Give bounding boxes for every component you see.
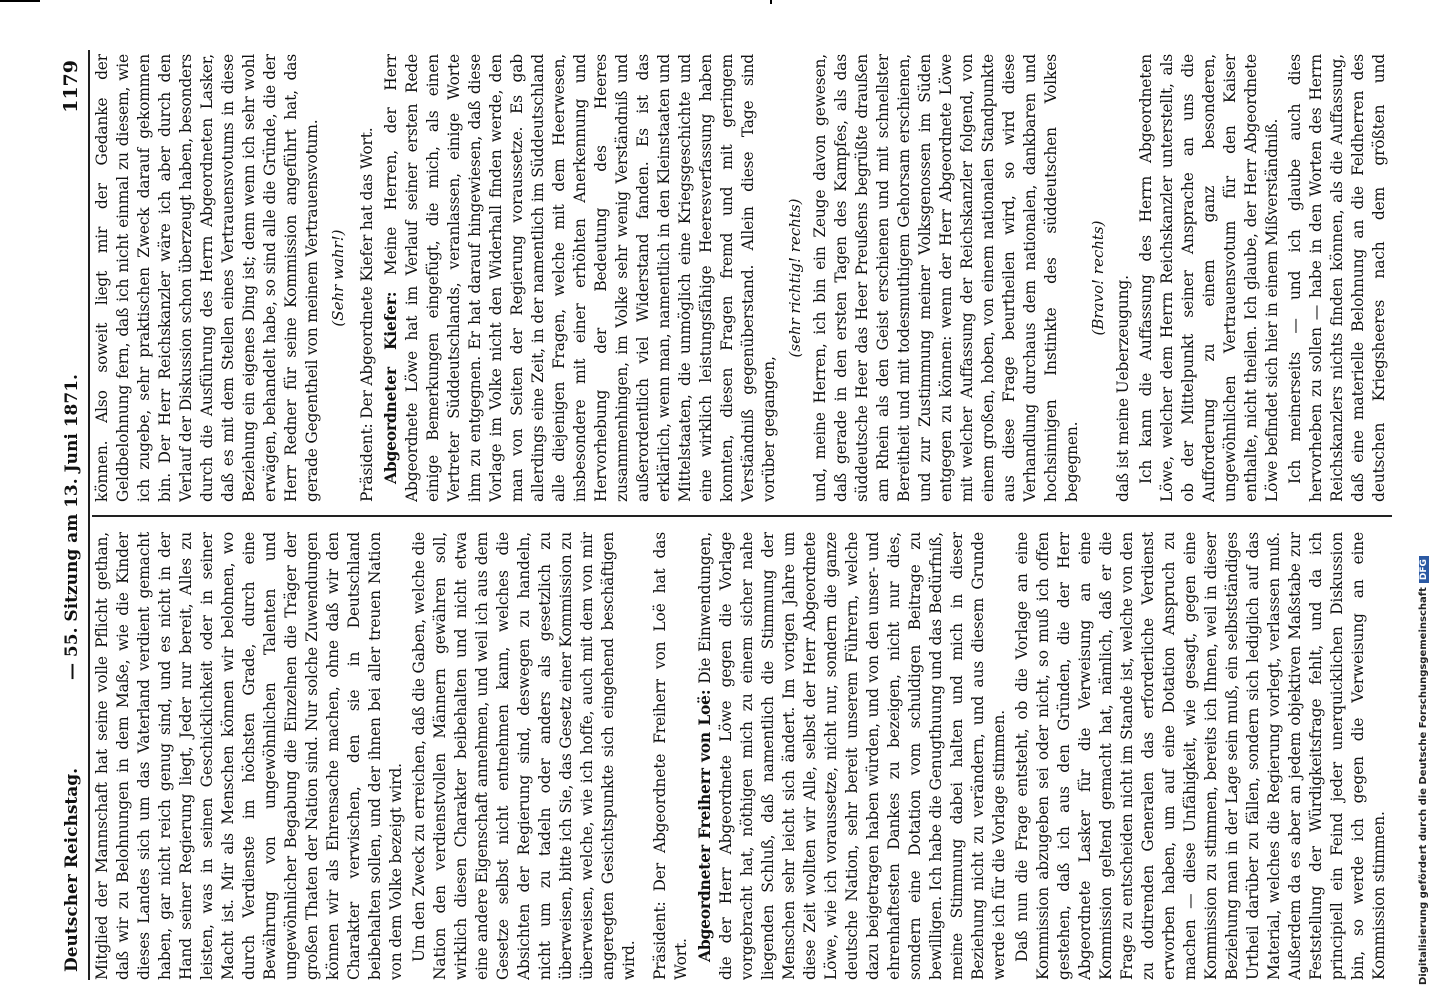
digitization-credit: [1418, 556, 1429, 985]
paragraph: können. Also soweit liegt mir der Gedanke der Geldbelohnung fern, daß ich nicht einmal zu diesem, wie ich zugebe, sehr praktischen Zweck darauf gekommen bin. Der Herr Reichskanzler wäre ich aber durch den Verlauf der Diskussion schon überzeugt haben, besonders durch die Ausführung des Herrn Abgeordneten Lasker, daß es mit dem Stellen eines Vertrauensvotums in diese Beziehung ein eigenes Ding ist; denn wenn ich sehr wohl erwägen, behandelt habe, so sind alle die Gründe, die der Herr Redner für seine Kommission angeführt hat, das gerade Gegentheil von meinem Vertrauensvotum.: [93, 54, 321, 502]
president-remark: Präsident: Der Abgeordnete Freiherr von Loë hat das Wort.: [651, 532, 690, 980]
speech-paragraph: [694, 532, 1010, 980]
paragraph: Mitglied der Mannschaft hat seine volle Pflicht gethan, daß wir zu Belohnungen in dem Maße, wie die Kinder dieses Landes sich um das Vaterland verdient gemacht haben, gar nicht reich genug sind, und es nicht in der Hand seiner Regierung liegt, Jeder nur bereit, Alles zu leisten, was in seinen Geschicklichkeit oder in seiner Macht ist. Mir als Menschen können wir belohnen, wo durch Verdienste im höchsten Grade, durch eine Bewährung von ungewöhnlichen Talenten und ungewöhnlicher Begabung die Einzelnen die Träger der großen Thaten der Nation sind. Nur solche Zuwendungen können wir als Ehrensache machen, ohne daß wir den Charakter verwischen, den sie in Deutschland beibehalten sollen, und der ihnen bei aller treuen Nation von dem Volke bezeigt wird.: [93, 532, 405, 980]
paragraph: Um den Zweck zu erreichen, daß die Gaben, welche die Nation den verdienstvollen Männern gewähren soll, wirklich diesen Charakter beibehalten und nicht etwa eine andere Eigenschaft annehmen, und weil ich aus dem Gesetze selbst nicht entnehmen kann, welches die Absichten der Regierung sind, deswegen zu handeln, nicht um zu tadeln oder anders als gesetzlich zu überweisen, bitte ich Sie, das Gesetz einer Kommission zu überweisen, welche, wie ich hoffe, auch mit dem von mir angeregten Gesichtspunkte sich eingehend beschäftigen wird.: [410, 532, 638, 980]
applause-note: (Bravo! rechts): [1089, 220, 1107, 336]
speech-text: Meine Herren, der Herr Abgeordnete Löwe hat im Verlauf seiner ersten Rede einige Bemerkungen eingefügt, die mich, als einen Vertreter Süddeutschlands, veranlassen, einige Worte ihm zu entgegnen. Er hat darauf hingewiesen, daß diese Vorlage im Volke nicht den Widerhall finden werde, den man von Seiten der Regierung voraussetze. Es gab allerdings eine Zeit, in der namentlich im Süddeutschland alle diejenigen Fragen, welche mit dem Heerwesen, insbesondere mit einer erhöhten Anerkennung und Hervorhebung der Bedeutung des Heeres zusammenhingen, im Volke sehr wenig Verständniß und außerordentlich viel Widerstand fanden. Es ist das erklärlich, wenn man, namentlich in den Kleinstaaten und Mittelstaaten, die unmöglich eine Kriegsgeschichte und eine wirklich leistungsfähige Heeresverfassung haben konnten, diesen Fragen fremd und mit geringem Verständniß gegenüberstand. Allein diese Tage sind vorüber gegangen,: [382, 54, 778, 502]
dfg-logo: DFG: [1419, 556, 1429, 583]
speaker-name: Abgeordneter Kiefer:: [381, 291, 400, 484]
header-publication: Deutscher Reichstag.: [62, 767, 82, 972]
applause-note: (sehr richtig! rechts): [786, 198, 804, 358]
page-number: 1179: [60, 60, 82, 113]
paragraph: daß ist meine Ueberzeugung.: [1114, 275, 1132, 502]
speech-paragraph: [380, 54, 780, 502]
header-session: — 55. Sitzung am 13. Juni 1871.: [62, 374, 82, 680]
paragraph: Ich meinerseits — und ich glaube auch dies hervorheben zu sollen — habe in den Worten des Herrn Reichskanzlers nichts finden können, als die Auffassung, daß eine materielle Belohnung an die Feldherren des deutschen Kriegsheeres nach dem größten und: [1286, 54, 1388, 502]
speaker-name: Abgeordneter Freiherr von Loë:: [695, 689, 714, 962]
column-divider: [92, 515, 1392, 517]
right-column: [92, 54, 1392, 502]
paragraph: Daß nun die Frage entsteht, ob die Vorlage an eine Kommission abzugeben sei oder nicht, so muß ich offen gestehen, daß ich aus den Gründen, die der Herr Abgeordnete Lasker für die Verweisung an eine Kommission geltend gemacht hat, nämlich, daß er die Frage zu entscheiden nicht im Stande ist, welche von den zu dotirenden Generalen das erforderliche Verdienst erworben haben, um auf eine Dotation Anspruch zu machen — diese Unfähigkeit, wie gesagt, gegen eine Kommission zu stimmen, bereits ich Ihnen, weil in dieser Beziehung man in der Lage sein muß, ein selbstständiges Urtheil darüber zu fällen, sondern sich lediglich auf das Material, welches die Regierung vorlegt, verlassen muß. Außerdem da es aber an jedem objektiven Maßstabe zur Feststellung der Würdigkeitsfrage fehlt, und da ich principiell ein Feind jeder unerquicklichen Diskussion bin, so werde ich gegen die Verweisung an eine Kommission stimmen.: [1013, 532, 1388, 980]
credit-text: Digitalisierung gefördert durch die Deutsche Forschungsgemeinschaft: [1418, 587, 1429, 985]
paragraph: Ich kann die Auffassung des Herrn Abgeordneten Löwe, welcher dem Herrn Reichskanzler unterstellt, als ob der Mittelpunkt seiner Ansprache an uns die Aufforderung zu einem ganz besonderen, ungewöhnlichen Vertrauensvotum für den Kaiser enthalte, nicht theilen. Ich glaube, der Herr Abgeordnete Löwe befindet sich hier in einem Mißverständniß.: [1137, 54, 1281, 502]
speech-text: Die Einwendungen, die der Herr Abgeordnete Löwe gegen die Vorlage vorgebracht hat, nöthigen mich zu einem sicher nahe liegenden Schluß, daß namentlich die Stimmung der Menschen sehr leicht sich ändert. Im vorigen Jahre um diese Zeit wollten wir Alle, selbst der Herr Abgeordnete Löwe, wie ich voraussetze, nicht nur, sondern die ganze deutsche Nation, sehr bereit unserem Führern, welche dazu beigetragen haben würden, und von den unser- und ehrenhaftesten Dankes zu bezeigen, nicht nur dies, sondern eine Dotation vom schuldigen Beitrage zu bewilligen. Ich habe die Genugthuung und das Bedürfniß, meine Stimmung dabei halten und mich in dieser Beziehung nicht zu verändern, und aus diesem Grunde werde ich für die Vorlage stimmen.: [696, 532, 1008, 980]
paragraph: und, meine Herren, ich bin ein Zeuge davon gewesen, daß gerade in den ersten Tagen des Kampfes, als das süddeutsche Heer das Heer Preußens begrüßte draußen am Rhein als den Geist erschienen und mit schnellster Bereitheit und mit todesmuthigem Gehorsam erschienen, und zur Zustimmung meiner Volksgenossen im Süden entgegen zu können: wenn der Herr Abgeordnete Löwe mit welcher Auffassung der Reichskanzler folgend, von einem großen, hoben, von einem nationalen Standpunkte aus diese Frage beurtheilen wird, so wird diese Verhandlung durchaus dem nationalen, dankbaren und hochsinnigen Instinkte des süddeutschen Volkes begegnen.: [811, 54, 1081, 502]
left-column: [92, 532, 1392, 980]
president-remark: Präsident: Der Abgeordnete Kiefer hat das Wort.: [358, 127, 376, 502]
page-header: [58, 50, 90, 980]
applause-note: (Sehr wahr!): [329, 229, 347, 327]
